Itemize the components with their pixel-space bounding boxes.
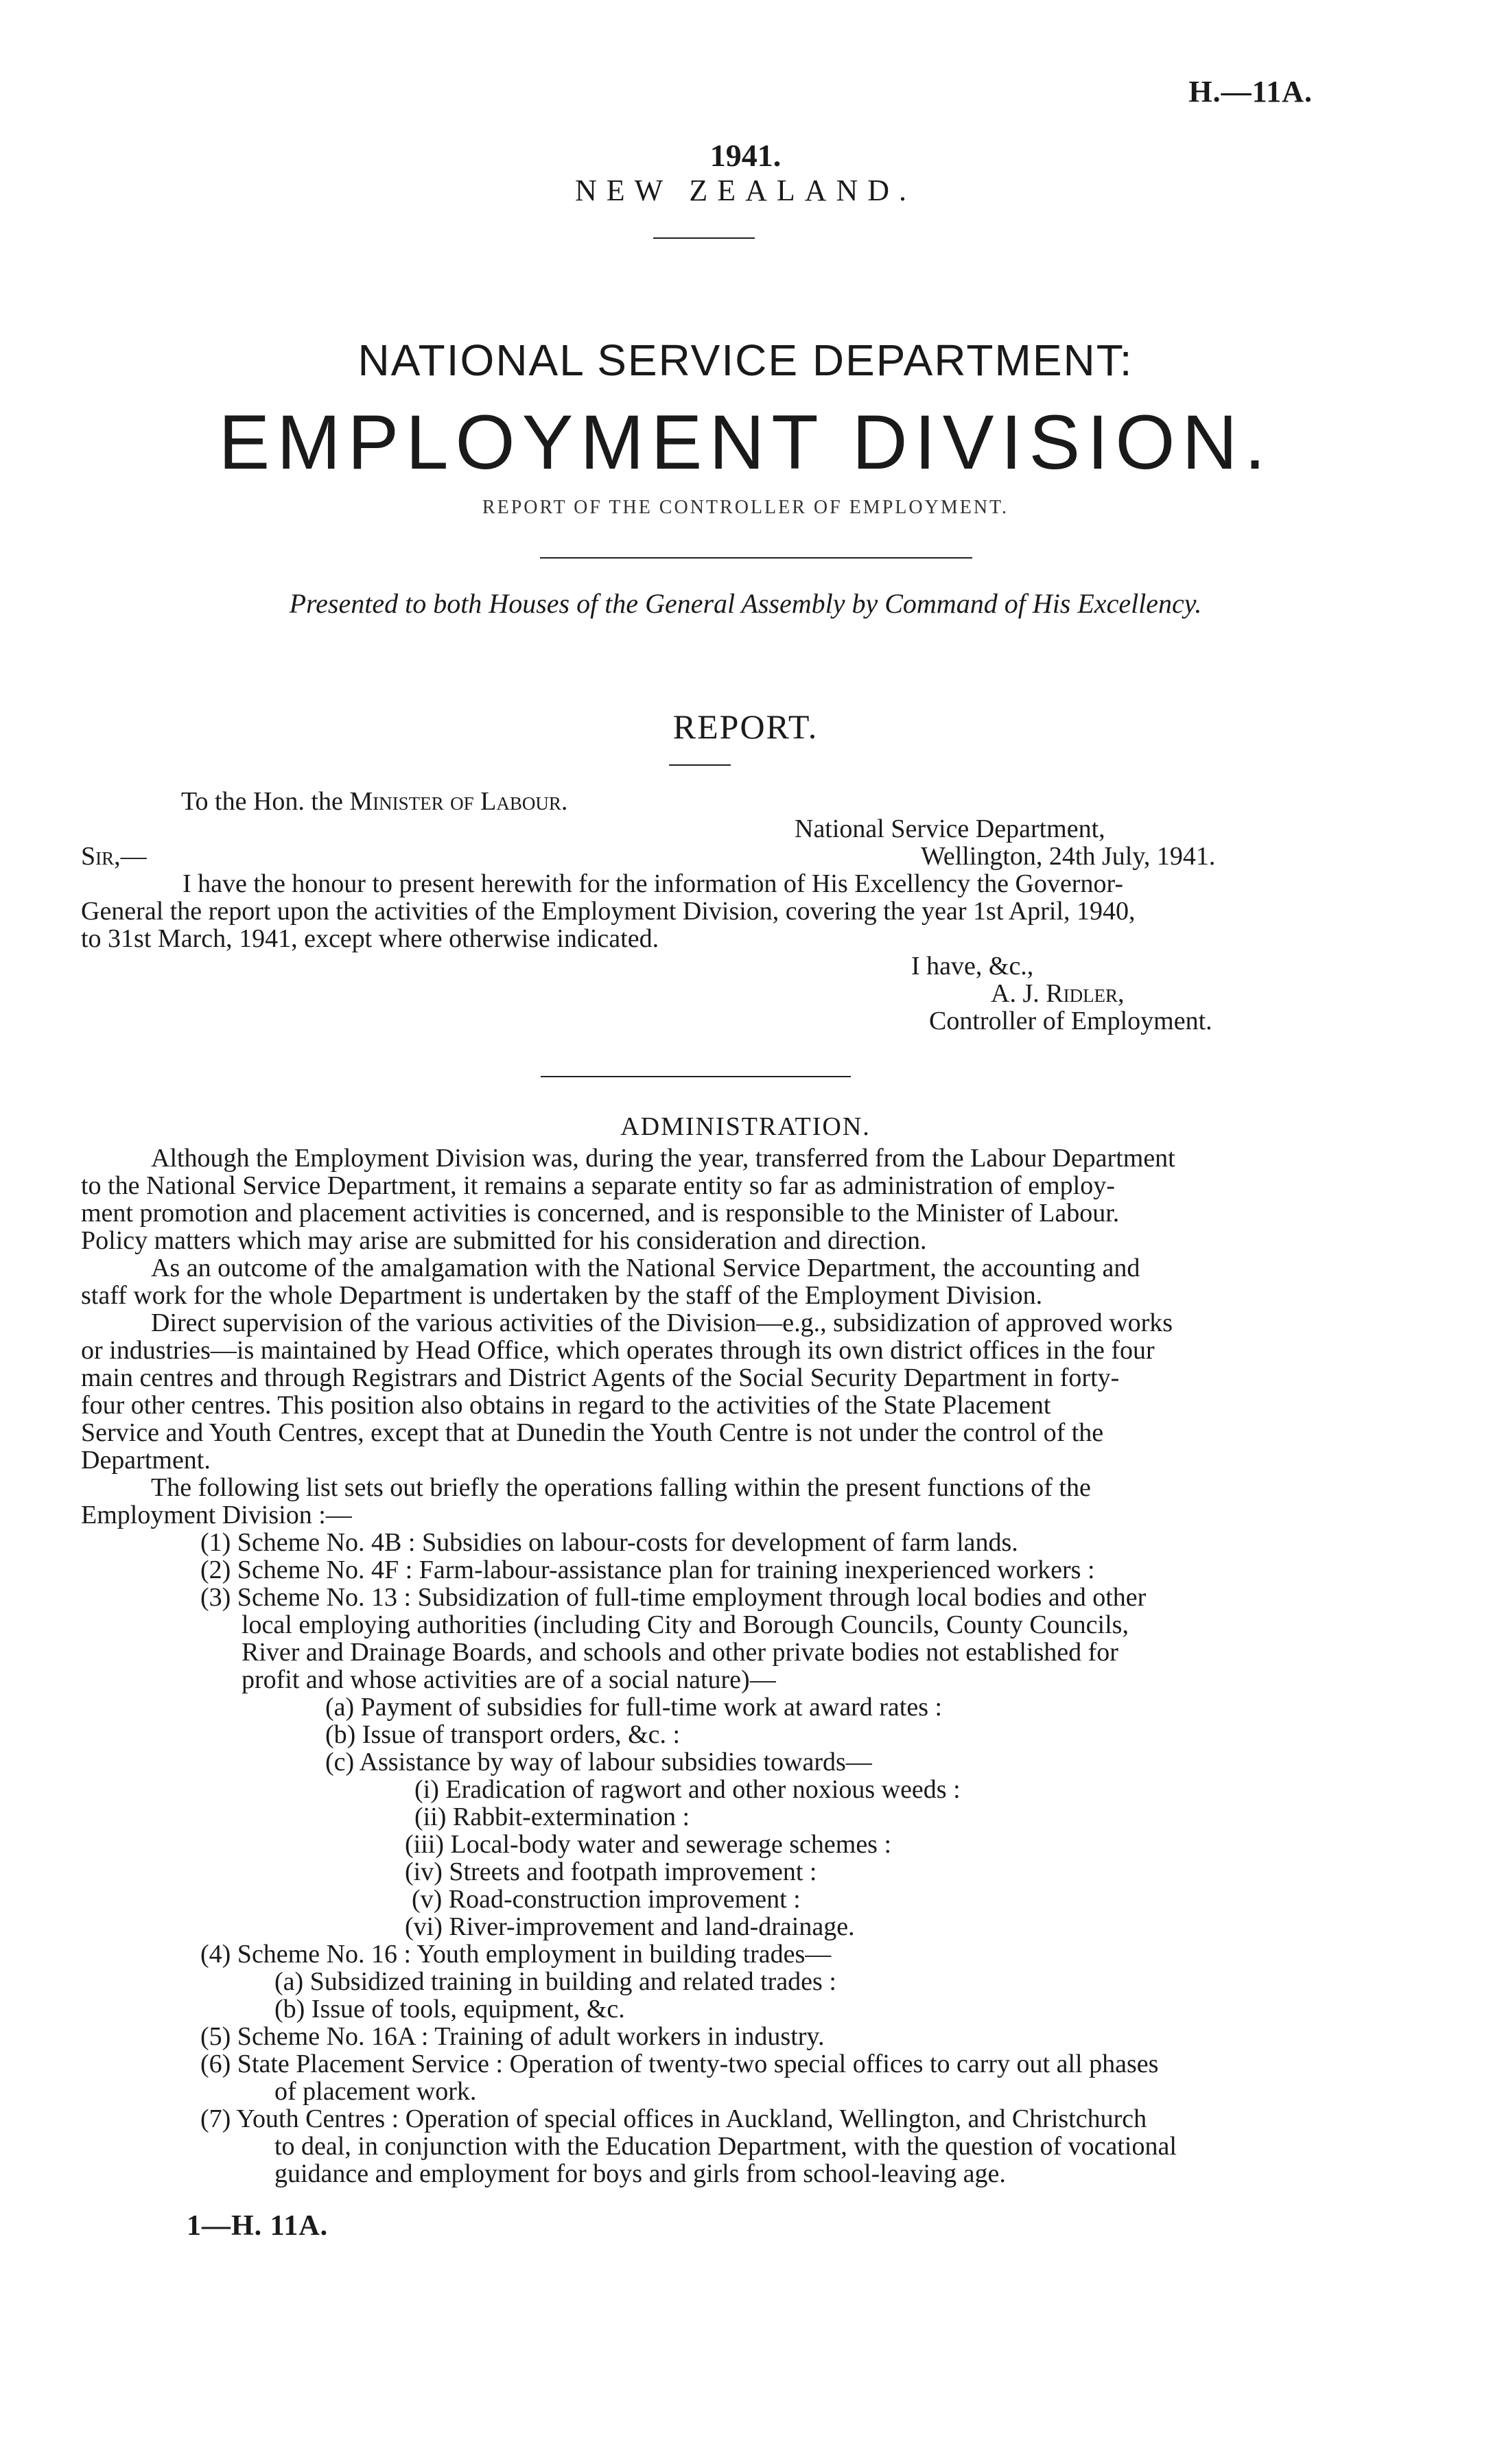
admin-para-3-line-5: Service and Youth Centres, except that at Dunedin the Youth Centre is not under the control of the	[81, 1418, 1104, 1447]
admin-para-1-line-3: ment promotion and placement activities is concerned, and is responsible to the Minister of Labour.	[81, 1199, 1120, 1228]
title-divider	[540, 557, 972, 559]
admin-para-4-line-1: The following list sets out briefly the operations falling within the present functions of the	[151, 1473, 1091, 1502]
addressee-minister: Minister of Labour.	[349, 787, 568, 816]
list-item-7-line-1: (7) Youth Centres : Operation of special offices in Auckland, Wellington, and Christchurch	[200, 2104, 1147, 2133]
admin-para-3-line-6: Department.	[81, 1446, 211, 1475]
admin-para-3-line-1: Direct supervision of the various activities of the Division—e.g., subsidization of approved works	[151, 1309, 1173, 1337]
list-item-7-line-3: guidance and employment for boys and girls from school-leaving age.	[274, 2159, 1006, 2188]
admin-para-3-line-2: or industries—is maintained by Head Office, which operates through its own district offices in the four	[81, 1336, 1155, 1365]
document-reference: H.—11A.	[1188, 75, 1313, 108]
admin-para-3-line-4: four other centres. This position also obtains in regard to the activities of the State Placement	[81, 1391, 1051, 1420]
signature-title: Controller of Employment.	[929, 1007, 1212, 1035]
letter-body-line-1: I have the honour to present herewith for the information of His Excellency the Governor-	[183, 869, 1124, 898]
document-year: 1941.	[709, 138, 782, 173]
header-divider	[653, 237, 755, 239]
letter-body-line-2: General the report upon the activities of the Employment Division, covering the year 1st April, 1940,	[81, 897, 1136, 926]
document-country: NEW ZEALAND.	[574, 174, 917, 207]
list-item-3c-iv: (iv) Streets and footpath improvement :	[405, 1857, 817, 1886]
list-item-6-line-2: of placement work.	[274, 2077, 477, 2106]
list-item-3c-ii: (ii) Rabbit-extermination :	[414, 1803, 690, 1831]
addressee-line	[181, 786, 567, 817]
sheet-signature: 1—H. 11A.	[187, 2210, 329, 2242]
list-item-3-line-1: (3) Scheme No. 13 : Subsidization of full-time employment through local bodies and other	[200, 1583, 1147, 1612]
list-item-3b: (b) Issue of transport orders, &c. :	[325, 1720, 681, 1749]
list-item-3a: (a) Payment of subsidies for full-time work at award rates :	[325, 1693, 943, 1722]
list-item-1: (1) Scheme No. 4B : Subsidies on labour-costs for development of farm lands.	[200, 1528, 1018, 1557]
admin-para-2-line-2: staff work for the whole Department is undertaken by the staff of the Employment Division.	[81, 1281, 1043, 1310]
division-title: EMPLOYMENT DIVISION.	[218, 399, 1273, 485]
letter-closing: I have, &c.,	[911, 952, 1034, 981]
list-item-3c-iii: (iii) Local-body water and sewerage schemes :	[405, 1830, 892, 1859]
list-item-4a: (a) Subsidized training in building and related trades :	[274, 1967, 836, 1996]
admin-para-3-line-3: main centres and through Registrars and District Agents of the Social Security Department in forty-	[81, 1363, 1120, 1392]
list-item-7-line-2: to deal, in conjunction with the Education Department, with the question of vocational	[274, 2132, 1177, 2161]
list-item-4b: (b) Issue of tools, equipment, &c.	[274, 1995, 625, 2023]
department-title: NATIONAL SERVICE DEPARTMENT:	[357, 336, 1134, 385]
list-item-3-line-2: local employing authorities (including City and Borough Councils, County Councils,	[242, 1610, 1129, 1639]
signature-name: A. J. Ridler,	[991, 979, 1125, 1008]
admin-para-2-line-1: As an outcome of the amalgamation with the National Service Department, the accounting and	[151, 1254, 1140, 1282]
list-item-2: (2) Scheme No. 4F : Farm-labour-assistance plan for training inexperienced workers :	[200, 1556, 1095, 1584]
list-item-5: (5) Scheme No. 16A : Training of adult workers in industry.	[200, 2022, 825, 2051]
salutation: Sir,—	[81, 842, 147, 871]
list-item-3c-v: (v) Road-construction improvement :	[412, 1885, 801, 1914]
report-subtitle: REPORT OF THE CONTROLLER OF EMPLOYMENT.	[482, 497, 1009, 518]
letter-divider	[541, 1076, 851, 1077]
report-divider	[669, 764, 731, 766]
list-item-4: (4) Scheme No. 16 : Youth employment in building trades—	[200, 1940, 832, 1969]
address-line-2: Wellington, 24th July, 1941.	[921, 842, 1216, 871]
admin-para-1-line-4: Policy matters which may arise are submitted for his consideration and direction.	[81, 1226, 927, 1255]
list-item-3c-vi: (vi) River-improvement and land-drainage.	[405, 1912, 855, 1941]
letter-body-line-3: to 31st March, 1941, except where otherwise indicated.	[81, 924, 659, 953]
admin-para-1-line-2: to the National Service Department, it remains a separate entity so far as administration of employ-	[81, 1171, 1115, 1200]
list-item-3c: (c) Assistance by way of labour subsidies towards—	[325, 1748, 872, 1776]
presentation-line: Presented to both Houses of the General Assembly by Command of His Excellency.	[289, 588, 1202, 619]
report-heading: REPORT.	[672, 707, 819, 746]
address-line-1: National Service Department,	[795, 814, 1105, 843]
list-item-3-line-4: profit and whose activities are of a social nature)—	[242, 1665, 776, 1694]
admin-para-1-line-1: Although the Employment Division was, during the year, transferred from the Labour Department	[151, 1144, 1175, 1173]
list-item-3c-i: (i) Eradication of ragwort and other noxious weeds :	[414, 1775, 961, 1804]
admin-para-4-line-2: Employment Division :—	[81, 1501, 352, 1529]
list-item-3-line-3: River and Drainage Boards, and schools and other private bodies not established for	[242, 1638, 1118, 1667]
list-item-6-line-1: (6) State Placement Service : Operation of twenty-two special offices to carry out all phases	[200, 2050, 1159, 2078]
addressee-prefix: To the Hon. the	[181, 787, 350, 816]
administration-heading: ADMINISTRATION.	[620, 1112, 871, 1141]
